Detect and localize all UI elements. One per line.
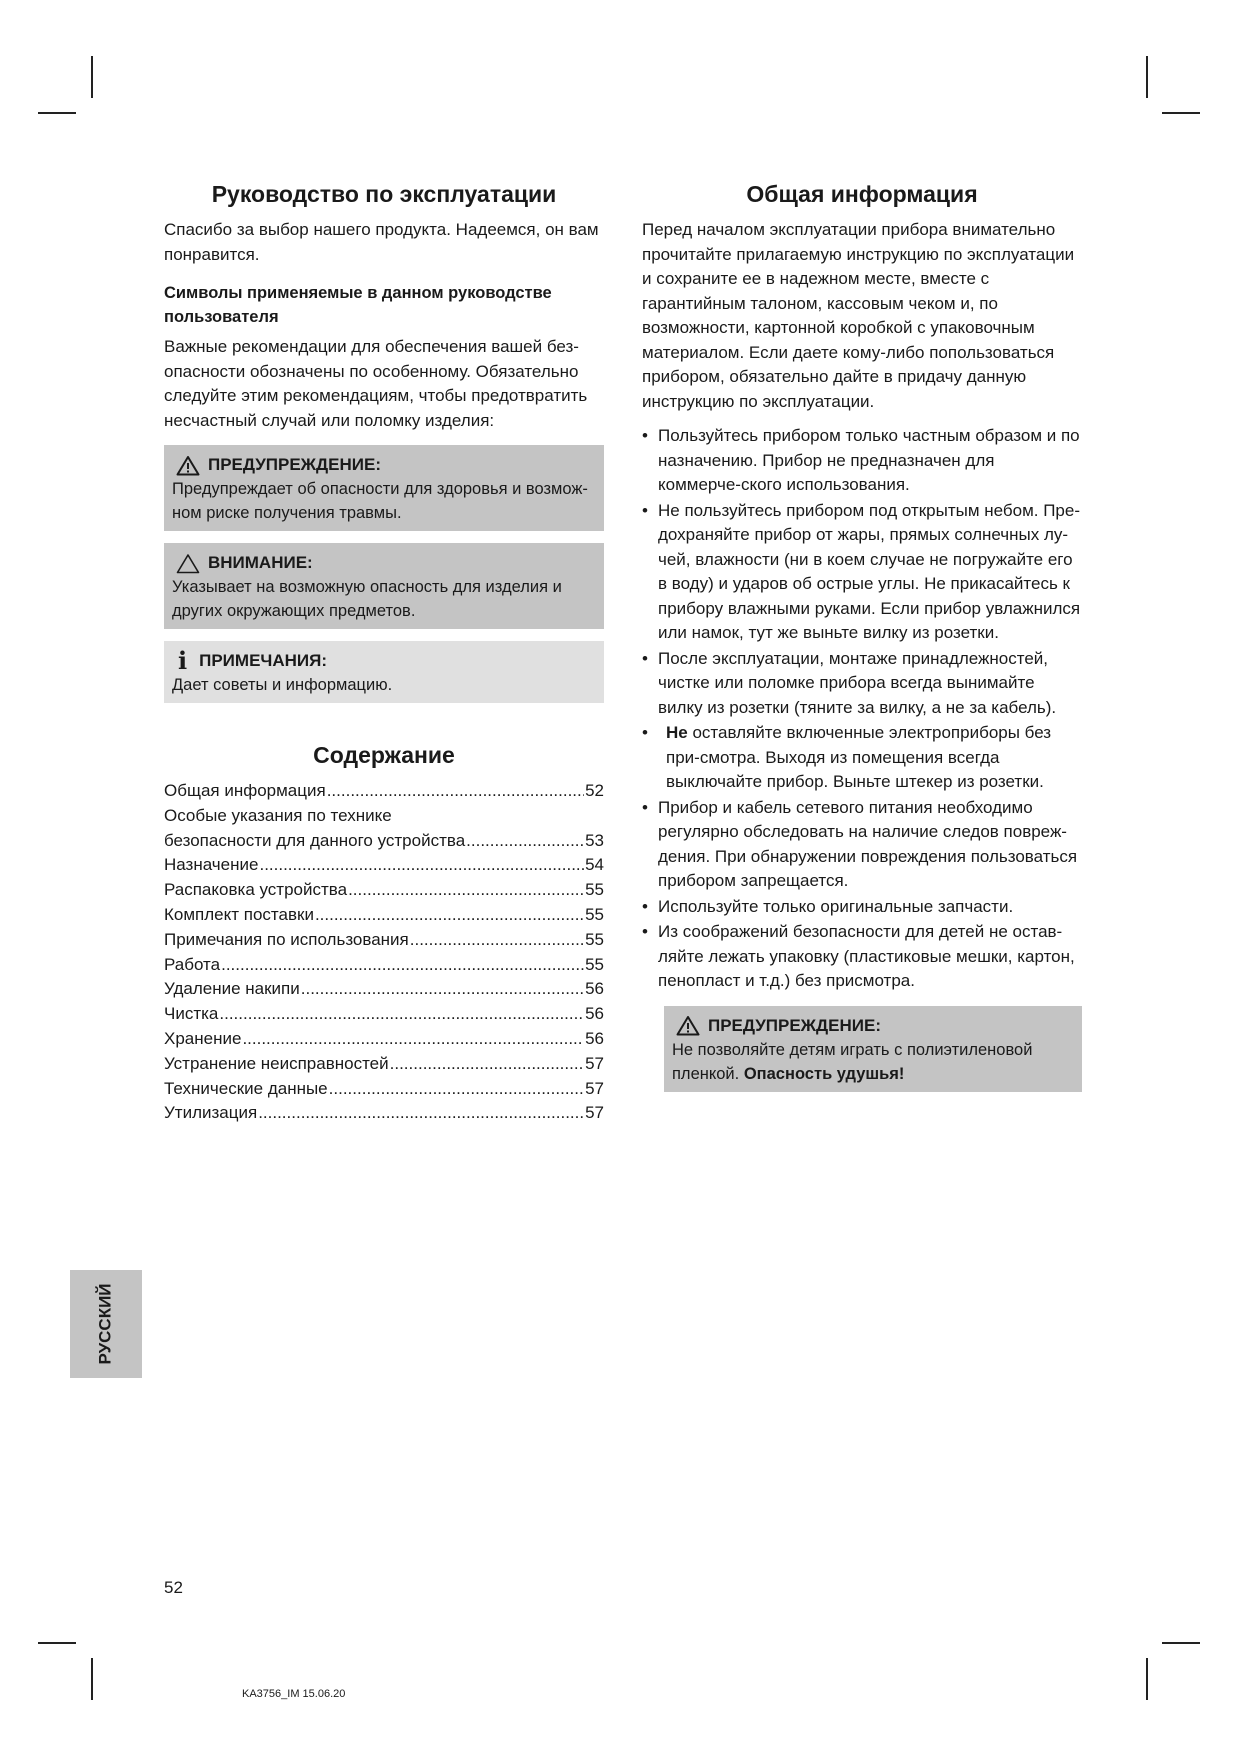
crop-mark: [1146, 1658, 1148, 1700]
list-item: • Из соображений безопасности для детей не остав-ляйте лежать упаковку (пластиковые мешки, картон, пенопласт и т.д.) без присмотра.: [642, 920, 1082, 994]
toc-item: Особые указания по технике: [164, 805, 392, 825]
attention-box: [164, 543, 604, 629]
toc-item: Удаление накипи ..... 56: [164, 977, 604, 1002]
symbols-text: Важные рекомендации для обеспечения вашей без-опасности обозначены по особенному. Обязательно следуйте этим рекомендациям, чтобы предотвратить несчастный случай или поломку изделия:: [164, 337, 588, 430]
toc-title: Содержание: [313, 742, 455, 768]
warning-title: ПРЕДУПРЕЖДЕНИЕ:: [208, 455, 381, 474]
notes-title: ПРИМЕЧАНИЯ:: [199, 651, 327, 670]
info-icon: i: [178, 646, 188, 675]
toc-item: Комплект поставки ..... 55: [164, 903, 604, 928]
children-warning-text: Не позволяйте детям играть с полиэтиленовой пленкой. Опасность удушья!: [672, 1040, 1033, 1083]
list-item: • Не оставляйте включенные электроприборы без при-смотра. Выходя из помещения всегда выключайте прибор. Выньте штекер из розетки.: [642, 721, 1082, 795]
toc-item: Хранение ..... 56: [164, 1027, 604, 1052]
toc-item: Примечания по использования ..... 55: [164, 928, 604, 953]
toc-item: Общая информация ..... 52: [164, 779, 604, 804]
toc-item: Чистка ..... 56: [164, 1002, 604, 1027]
general-info-intro: Перед началом эксплуатации прибора внимательно прочитайте прилагаемую инструкцию по эксплуатации и сохраните ее в надежном месте, вместе с гарантийным талоном, кассовым чеком и, по возможности, картонной коробкой с упаковочным материалом. Если даете кому-либо попользоваться прибором, обязательно дайте в придачу данную инструкцию по эксплуатации.: [642, 220, 1075, 411]
symbols-heading: Символы применяемые в данном руководстве пользователя: [164, 284, 552, 326]
list-item: • Прибор и кабель сетевого питания необходимо регулярно обследовать на наличие следов повреж-дения. При обнаружении повреждения пользоваться прибором запрещается.: [642, 796, 1082, 894]
page-number: 52: [164, 1578, 183, 1597]
footer-code: KA3756_IM 15.06.20: [242, 1688, 346, 1700]
list-item: • Используйте только оригинальные запчасти.: [642, 895, 1082, 920]
toc-item: Работа ..... 55: [164, 953, 604, 978]
warning-triangle-icon: [176, 455, 200, 476]
toc-item: Назначение ..... 54: [164, 853, 604, 878]
attention-title: ВНИМАНИЕ:: [208, 553, 313, 572]
crop-mark: [1146, 56, 1148, 98]
notes-box: [164, 641, 604, 703]
right-column: [642, 180, 1082, 1092]
crop-mark: [38, 112, 76, 114]
children-warning-box: [664, 1006, 1082, 1092]
crop-mark: [1162, 112, 1200, 114]
list-item: • После эксплуатации, монтаже принадлежностей, чистке или поломке прибора всегда вынимайте вилку из розетки (тяните за вилку, а не за кабель).: [642, 647, 1082, 721]
warning-text: Предупреждает об опасности для здоровья и возмож-ном риске получения травмы.: [172, 480, 588, 522]
warning-box: [164, 445, 604, 531]
left-column: [164, 180, 604, 1126]
attention-text: Указывает на возможную опасность для изделия и других окружающих предметов.: [172, 578, 562, 620]
table-of-contents: [164, 779, 604, 1126]
safety-list: [642, 424, 1082, 994]
notes-text: Дает советы и информацию.: [172, 676, 393, 694]
toc-item: безопасности для данного устройства ..... 53: [164, 829, 604, 854]
general-info-title: Общая информация: [746, 181, 978, 207]
toc-item: Утилизация ..... 57: [164, 1101, 604, 1126]
manual-title: Руководство по эксплуатации: [211, 181, 557, 207]
toc-item: Распаковка устройства ..... 55: [164, 878, 604, 903]
crop-mark: [38, 1642, 76, 1644]
attention-triangle-icon: [176, 553, 200, 574]
toc-item: Технические данные ..... 57: [164, 1077, 604, 1102]
crop-mark: [91, 1658, 93, 1700]
crop-mark: [1162, 1642, 1200, 1644]
warning-triangle-icon: [676, 1015, 700, 1036]
language-tab-label: РУССКИЙ: [96, 1283, 115, 1365]
intro-text: Спасибо за выбор нашего продукта. Надеемся, он вам понравится.: [164, 220, 599, 264]
crop-mark: [91, 56, 93, 98]
list-item: • Пользуйтесь прибором только частным образом и по назначению. Прибор не предназначен для коммерче-ского использования.: [642, 424, 1082, 498]
list-item: • Не пользуйтесь прибором под открытым небом. Пре-дохраняйте прибор от жары, прямых солнечных лу-чей, влажности (ни в коем случае не погружайте его в воду) и ударов об острые углы. Не прикасайтесь к прибору влажными руками. Если прибор увлажнился или намок, тут же выньте вилку из розетки.: [642, 499, 1082, 646]
language-tab: [70, 1270, 142, 1378]
children-warning-title: ПРЕДУПРЕЖДЕНИЕ:: [708, 1015, 881, 1035]
toc-item: Устранение неисправностей ..... 57: [164, 1052, 604, 1077]
